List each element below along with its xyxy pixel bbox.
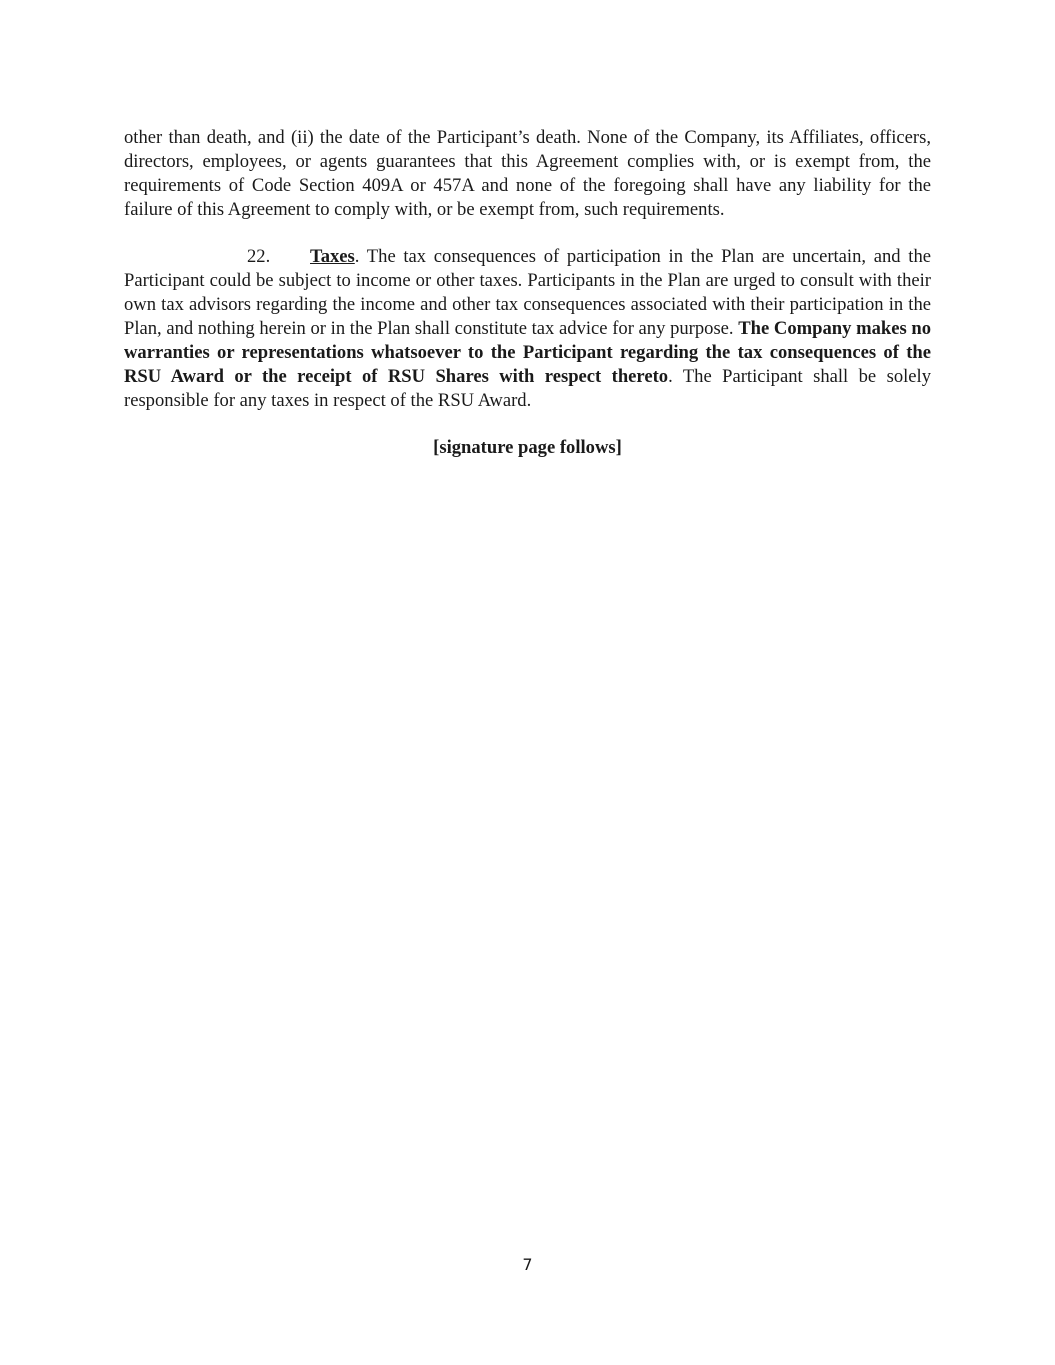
signature-page-note: [signature page follows]: [433, 437, 622, 458]
paragraph-continuation: other than death, and (ii) the date of the Participant’s death. None of the Company, its Affiliates, officers, directors, employees, or agents guarantees that this Agreement complies with, or is exempt from, the requirements of Code Section 409A or 457A and none of the foregoing shall have any liability for the failure of this Agreement to comply with, or be exempt from, such requirements.: [124, 127, 931, 220]
section-22-paragraph: [124, 245, 931, 413]
section-text-closing: . The Participant shall be solely responsible for any taxes in respect of the RSU Award.: [124, 366, 931, 411]
section-text-intro: . The tax consequences of participation in the Plan are uncertain, and the Participant could be subject to income or other taxes. Participants in the Plan are urged to consult with their own tax advisors regarding the income and other tax consequences associated with their participation in the Plan, and nothing herein or in the Plan shall constitute tax advice for any purpose.: [124, 246, 931, 339]
section-title: Taxes: [310, 246, 355, 267]
section-number: 22.: [247, 246, 271, 267]
section-text-bold: The Company makes no warranties or representations whatsoever to the Participant regarding the tax consequences of the RSU Award or the receipt of RSU Shares with respect thereto: [124, 318, 932, 387]
page-number: 7: [522, 1255, 533, 1274]
page-body: [124, 126, 931, 460]
